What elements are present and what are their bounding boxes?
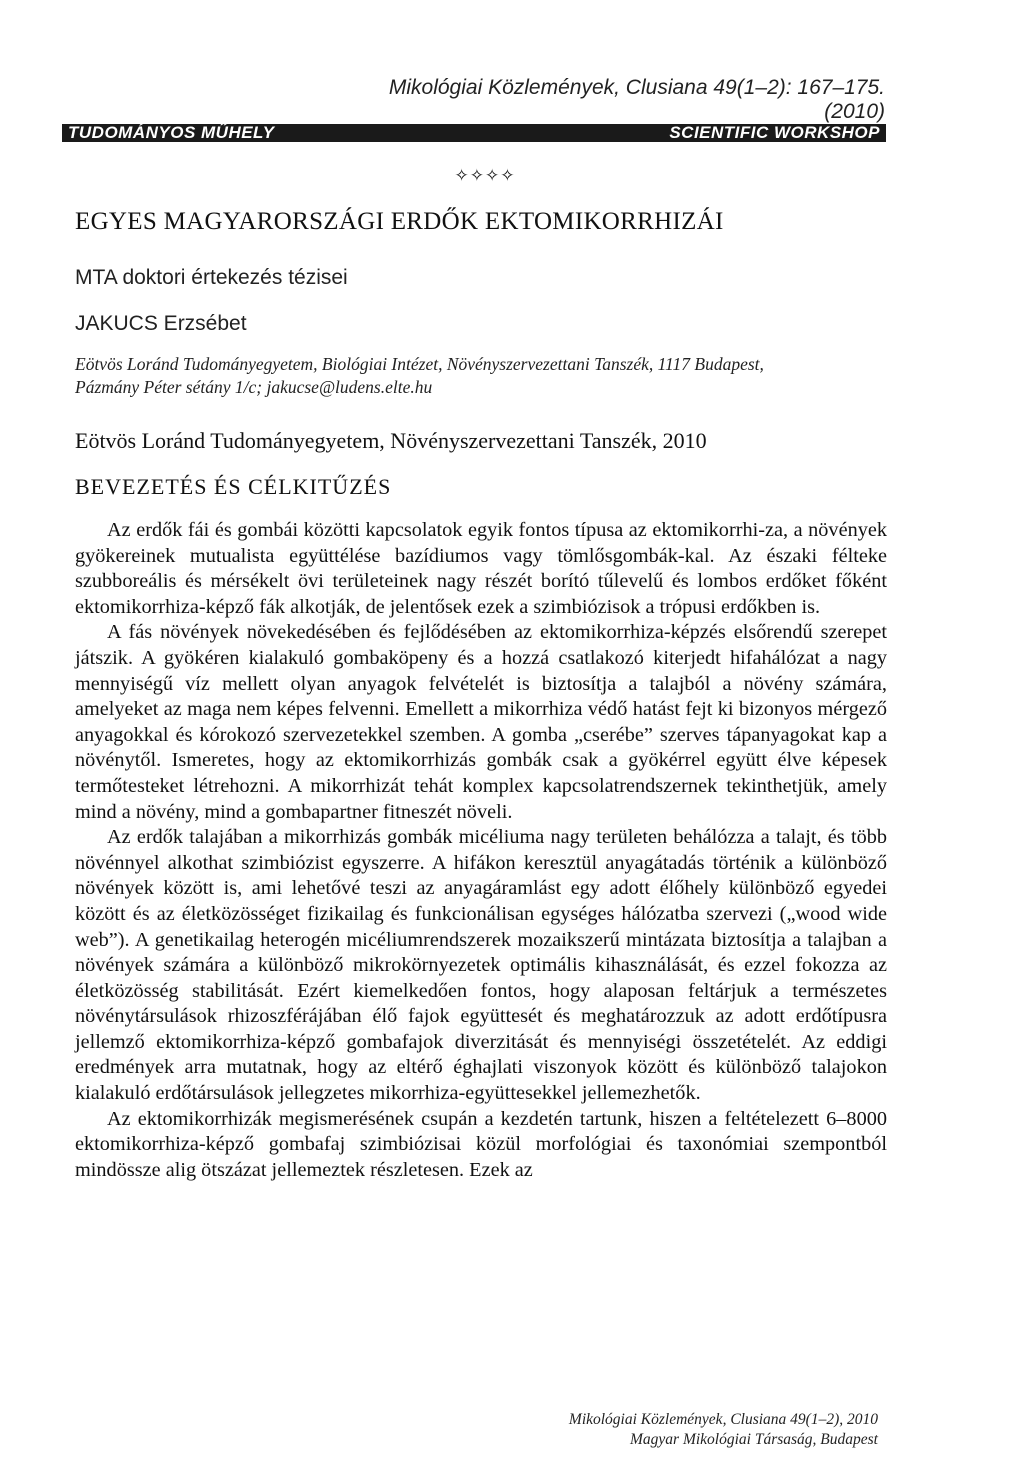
author-affiliation <box>75 353 895 399</box>
footer-publisher: Magyar Mikológiai Társaság, Budapest <box>630 1431 878 1448</box>
affiliation-line-1: Eötvös Loránd Tudományegyetem, Biológiai Intézet, Növényszervezettani Tanszék, 1117 Budapest, <box>75 354 764 374</box>
banner-left-label: TUDOMÁNYOS MŰHELY <box>68 123 275 142</box>
article-body <box>75 518 887 1183</box>
author-name: JAKUCS Erzsébet <box>75 312 247 335</box>
section-heading: BEVEZETÉS ÉS CÉLKITŰZÉS <box>75 474 392 499</box>
diamond-ornament-icon: ✧✧✧✧ <box>454 166 516 186</box>
article-title: EGYES MAGYARORSZÁGI ERDŐK EKTOMIKORRHIZÁI <box>75 208 724 235</box>
paragraph: Az erdők fái és gombái közötti kapcsolatok egyik fontos típusa az ektomikorrhi-za, a növények gyökereinek mutualista együttélése bazídiumos vagy tömlősgombák-kal. Az északi félteke szubboreális és mérsékelt övi területeinek nagy részét borító tűlevelű és lombos erdőket főként ektomikorrhiza-képző fák alkotják, de jelentősek ezek a szimbiózisok a trópusi erdőkben is. <box>75 519 887 618</box>
article-subtitle: MTA doktori értekezés tézisei <box>75 266 348 289</box>
page-footer <box>480 1410 878 1450</box>
institution-line: Eötvös Loránd Tudományegyetem, Növényszervezettani Tanszék, 2010 <box>75 428 707 453</box>
journal-reference: Mikológiai Közlemények, Clusiana 49(1–2): 167–175. (2010) <box>388 76 885 123</box>
paragraph: A fás növények növekedésében és fejlődésében az ektomikorrhiza-képzés elsőrendű szerepet játszik. A gyökéren kialakuló gombaköpeny és a hozzá csatlakozó kiterjedt hifahálózat a nagy mennyiségű víz mellett olyan anyagok felvételét is biztosítja a talajból a növény számára, amelyeket az maga nem képes felvenni. Emellett a mikorrhiza védő hatást fejt ki bizonyos mérgező anyagokkal és kórokozó szervezetekkel szemben. A gomba „cserébe” szerves tápanyagokat kap a növénytől. Ismeretes, hogy az ektomikorrhizás gombák csak a gyökérrel együtt élve képesek termőtesteket létrehozni. A mikorrhizát tehát komplex kapcsolatrendszernek tekinthetjük, amely mind a növény, mind a gombapartner fitneszét növeli. <box>75 621 887 823</box>
affiliation-line-2: Pázmány Péter sétány 1/c; jakucse@ludens.elte.hu <box>75 377 433 397</box>
paragraph: Az ektomikorrhizák megismerésének csupán a kezdetén tartunk, hiszen a feltételezett 6–8000 ektomikorrhiza-képző gombafaj szimbiózisai közül morfológiai és taxonómiai szempontból mindössze alig ötszázat jellemeztek részletesen. Ezek az <box>75 1107 887 1181</box>
banner-right-label: SCIENTIFIC WORKSHOP <box>669 123 880 142</box>
footer-journal: Mikológiai Közlemények, Clusiana 49(1–2), 2010 <box>568 1411 878 1428</box>
paragraph: Az erdők talajában a mikorrhizás gombák micéliuma nagy területen behálózza a talajt, és több növénnyel alkothat szimbiózist egyszerre. A hifákon keresztül anyagátadás történik a különböző növények között is, ami lehetővé teszi az anyagáramlást egy adott élőhely különböző egyedei között és az életközösséget fizikailag és funkcionálisan egységes hálózatba szervezi („wood wide web”). A genetikailag heterogén micéliumrendszerek mozaikszerű mintázata biztosítja a talajban a növények számára a különböző mikrokörnyezetek optimális kihasználását, és ezzel fokozza az életközösség stabilitását. Ezért kiemelkedően fontos, hogy alaposan feltárjuk a természetes növénytársulások rhizoszférájában élő fajok együttesét és meghatározzuk az adott erdőtípusra jellemző ektomikorrhiza-képző gombafajok diverzitását és mennyiségi összetételét. Az eddigi eredmények arra mutatnak, hogy az eltérő éghajlati viszonyok között és különböző talajokon kialakuló erdőtársulások jellegzetes mikorrhiza-együttesekkel jellemezhetők. <box>75 826 887 1105</box>
section-banner <box>62 124 886 142</box>
